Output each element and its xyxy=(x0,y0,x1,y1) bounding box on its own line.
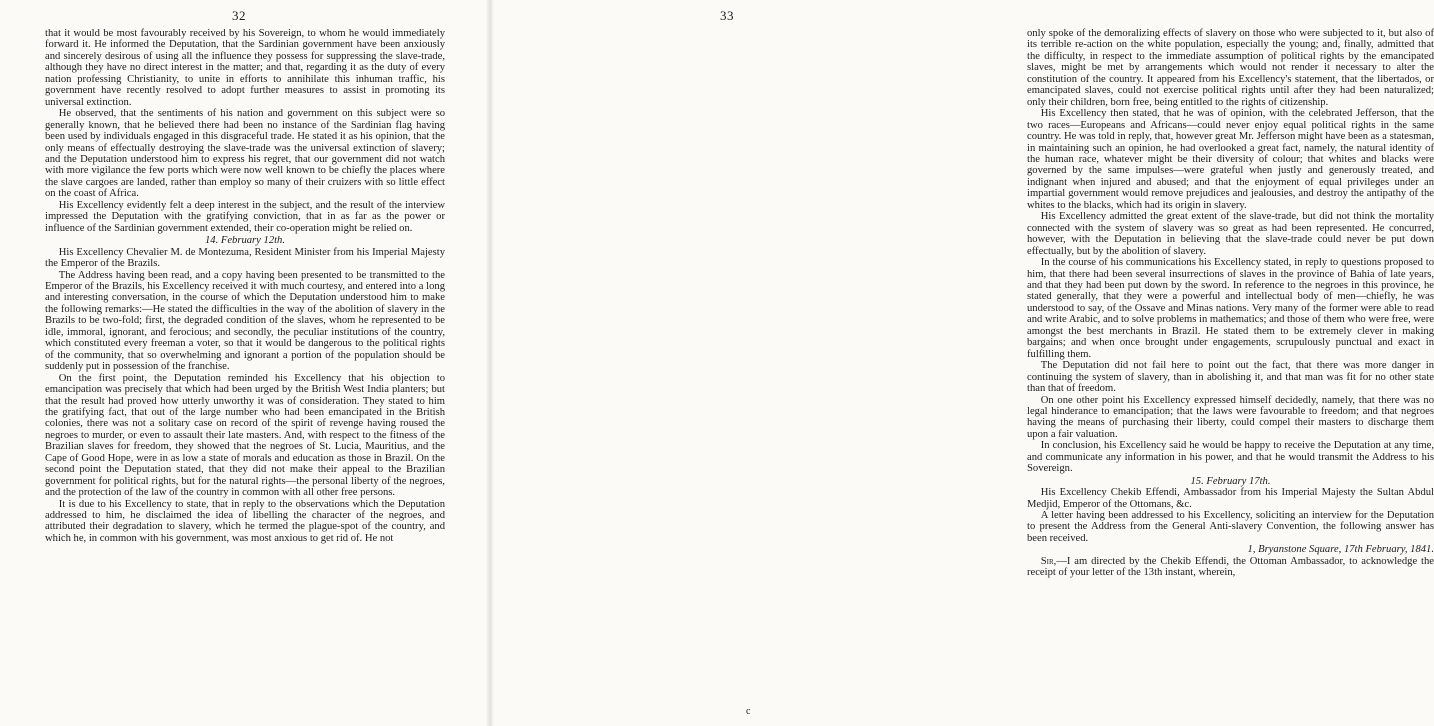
paragraph: In conclusion, his Excellency said he would be happy to receive the Deputation at any time, and communicate any information in his power, and that he would transmit the Address to his Sovereign. xyxy=(1027,440,1434,475)
right-text-column xyxy=(1027,28,1434,579)
paragraph: He observed, that the sentiments of his nation and government on this subject were so generally known, that he believed there had been no instance of the Sardinian flag having been used by individuals engaged in this disgraceful trade. He stated it as his opinion, that the only means of effectually destroying the slave-trade was the universal extinction of slavery; and the Deputation understood him to express his regret, that our government did not watch with more vigilance the few ports which were now well known to be chiefly the places where the slave cargoes are landed, rather than employ so many of their cruizers with so little effect on the coast of Africa. xyxy=(45,108,445,200)
paragraph: His Excellency Chekib Effendi, Ambassador from his Imperial Majesty the Sultan Abdul Medjid, Emperor of the Ottomans, &c. xyxy=(1027,487,1434,510)
letter-body xyxy=(1027,556,1434,579)
paragraph: A letter having been addressed to his Excellency, soliciting an interview for the Deputation to present the Address from the General Anti-slavery Convention, the following answer has been received. xyxy=(1027,510,1434,544)
right-page xyxy=(490,0,1434,726)
paragraph: On the first point, the Deputation reminded his Excellency that his objection to emancipation was precisely that which had been urged by the British West India planters; but that the result had proved how utterly unworthy it was of consideration. They stated to him the gratifying fact, that out of the large number who had been emancipated in the British colonies, there was not a solitary case on record of the spirit of revenge having roused the negroes to murder, or even to assault their late masters. And, with respect to the fitness of the Brazilian slaves for freedom, they showed that the negroes of St. Lucia, Mauritius, and the Cape of Good Hope, were in as low a state of morals and education as those in Brazil. On the second point the Deputation stated, that they did not make their appeal to the Brazilian government for political rights, but for the natural rights—the personal liberty of the negroes, and the protection of the law of the country in common with all other free persons. xyxy=(45,372,445,499)
section-heading-15: 15. February 17th. xyxy=(1190,475,1271,487)
paragraph: On one other point his Excellency expressed himself decidedly, namely, that there was no legal hinderance to emancipation; that the laws were favourable to freedom; and that negroes having the means of purchasing their liberty, could compel their masters to discharge them upon a fair valuation. xyxy=(1027,394,1434,440)
section-heading-14: 14. February 12th. xyxy=(204,235,286,247)
paragraph: only spoke of the demoralizing effects of slavery on those who were subjected to it, but also of its terrible re-action on the white population, especially the young; and, finally, admitted that the difficulty, in respect to the immediate assumption of political rights by the emancipated slaves, might be met by arrangements which would not render it necessary to alter the constitution of the country. It appeared from his Excellency's statement, that the libertados, or emancipated slaves, could not exercise political rights until after they had been naturalized; only their children, born free, being entitled to the rights of citizenship. xyxy=(1027,28,1434,108)
letter-heading: 1, Bryanstone Square, 17th February, 1841. xyxy=(1247,544,1434,556)
signature-mark: c xyxy=(746,706,751,717)
left-text-column xyxy=(45,28,445,544)
paragraph: In the course of his communications his Excellency stated, in reply to questions proposed to him, that there had been several insurrections of slaves in the province of Bahia of late years, and that they had been put down by the sword. In reference to the negroes in this province, he stated generally, that they were a powerful and intellectual body of men—chiefly, he was understood to say, of the Ossave and Minas nations. Very many of the former were able to read and write Arabic, and to solve problems in mathematics; and those of them who were free, were amongst the best merchants in Brazil. He stated them to be extremely clever in making bargains; and when once brought under engagements, scrupulously punctual and exact in fulfilling them. xyxy=(1027,257,1434,360)
page-number-right: 33 xyxy=(720,8,734,23)
left-page xyxy=(0,0,490,726)
letter-text: —I am directed by the Chekib Effendi, the Ottoman Ambassador, to acknowledge the receipt of your letter of the 13th instant, wherein, xyxy=(1027,555,1434,579)
page-number-left: 32 xyxy=(232,8,246,23)
paragraph: It is due to his Excellency to state, that in reply to the observations which the Deputation addressed to him, he disclaimed the idea of libelling the character of the negroes, and attributed their degradation to slavery, which he termed the plague-spot of the country, and which he, in common with his government, was most anxious to get rid of. He not xyxy=(45,498,445,544)
paragraph: His Excellency then stated, that he was of opinion, with the celebrated Jefferson, that the two races—Europeans and Africans—could never enjoy equal political rights in the same country. He was told in reply, that, however great Mr. Jefferson might have been as a statesman, in maintaining such an opinion, he had overlooked a great fact, namely, the natural identity of the human race, whatever might be their diversity of colour; that whites and blacks were governed by the same impulses—were grateful when justly and generously treated, and indignant when injured and abused; and that the enjoyment of equal privileges under an impartial government would remove prejudices and jealousies, and destroy the antipathy of the whites to the blacks, which had its origin in slavery. xyxy=(1027,108,1434,211)
paragraph: that it would be most favourably received by his Sovereign, to whom he would immediately forward it. He informed the Deputation, that the Sardinian government have been anxiously and sincerely desirous of using all the influence they possess for suppressing the slave-trade, although they have no direct interest in the matter; and that, regarding it as the duty of every nation professing Christianity, to unite in efforts to annihilate this inhuman traffic, his government have recently resolved to adopt further measures to assist in promoting its universal extinction. xyxy=(45,28,445,108)
paragraph: His Excellency Chevalier M. de Montezuma, Resident Minister from his Imperial Majesty the Emperor of the Brazils. xyxy=(45,246,445,270)
paragraph: His Excellency admitted the great extent of the slave-trade, but did not think the mortality connected with the system of slavery was so great as had been represented. He concurred, however, with the Deputation in believing that the slave-trade could never be put down effectually, but by the abolition of slavery. xyxy=(1027,211,1434,257)
paragraph: The Address having been read, and a copy having been presented to be transmitted to the Emperor of the Brazils, his Excellency received it with much courtesy, and entered into a long and interesting conversation, in the course of which the Deputation understood him to make the following remarks:—He stated the difficulties in the way of the abolition of slavery in the Brazils to be two-fold; first, the degraded condition of the slaves, whom he represented to be idle, immoral, ignorant, and ferocious; and secondly, the peculiar institutions of the country, which constituted every freeman a voter, so that it would be dangerous to the political rights of the community, that so overwhelming and ignorant a portion of the population should be suddenly put in possession of the franchise. xyxy=(45,269,445,373)
paragraph: His Excellency evidently felt a deep interest in the subject, and the result of the interview impressed the Deputation with the gratifying conviction, that in as far as the power or influence of the Sardinian government extended, their co-operation might be relied on. xyxy=(45,199,445,234)
letter-salutation: Sir, xyxy=(1040,555,1057,567)
paragraph: The Deputation did not fail here to point out the fact, that there was more danger in continuing the system of slavery, than in abolishing it, and that man was fit for no other state than that of freedom. xyxy=(1027,360,1434,395)
